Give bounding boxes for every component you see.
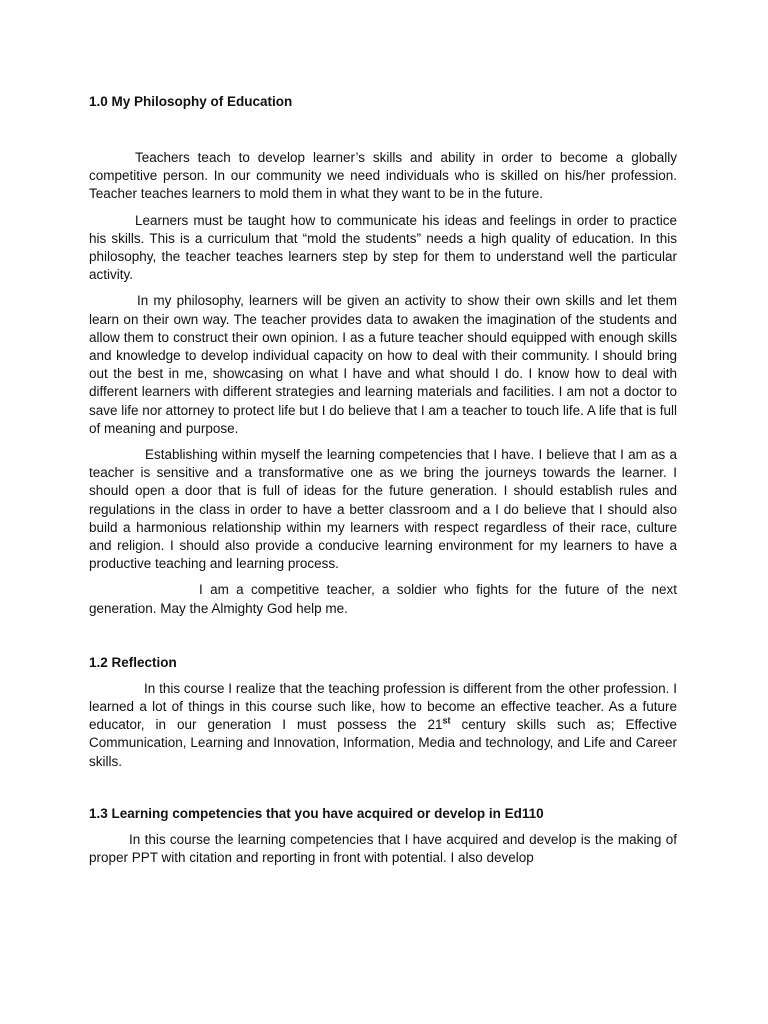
philosophy-paragraph-1: Teachers teach to develop learner’s skills and ability in order to become a globally competitive person. In our community we need individuals who is skilled on his/her profession. Teacher teaches learners to mold them in what they want to be in the future. [89,150,677,202]
reflection-paragraph [89,680,677,771]
competencies-paragraph: In this course the learning competencies that I have acquired and develop is the making of proper PPT with citation and reporting in front with potential. I also develop [89,831,677,866]
philosophy-paragraph-2: Learners must be taught how to communicate his ideas and feelings in order to practice his skills. This is a curriculum that “mold the students” needs a high quality of education. In this philosophy, the teacher teaches learners step by step for them to understand well the particular activity. [89,212,677,283]
heading-learning-competencies: 1.3 Learning competencies that you have acquired or develop in Ed110 [89,805,544,821]
philosophy-paragraph-4: Establishing within myself the learning competencies that I have. I believe that I am as a teacher is sensitive and a transformative one as we bring the journeys towards the learner. I should open a door that is full of ideas for the future generation. I should establish rules and regulations in the class in order to have a better classroom and a I do believe that I should also build a harmonious relationship within my learners with respect regardless of their race, culture and religion. I should also provide a conducive learning environment for my learners to have a productive teaching and learning process. [89,447,677,572]
reflection-text-end: century skills such as; Effective Communication, Learning and Innovation, Information, Media and technology, and Life and Career skills. [89,717,677,769]
ordinal-superscript: st [442,715,451,726]
document-content [89,93,677,867]
philosophy-paragraph-3: In my philosophy, learners will be given an activity to show their own skills and let them learn on their own way. The teacher provides data to awaken the imagination of the students and allow them to construct their own opinion. I as a future teacher should equipped with enough skills and knowledge to develop individual capacity on how to deal with their community. I should bring out the best in me, showcasing on what I have and what should I do. I know how to deal with different learners with different strategies and learning materials and facilities. I am not a doctor to save life nor attorney to protect life but I do believe that I am a teacher to touch life. A life that is full of meaning and purpose. [89,293,677,436]
reflection-text-start: In this course I realize that the teaching profession is different from the other profession. I learned a lot of things in this course such like, how to become an effective teacher. As a future educator, in our generation I must possess the 21 [89,680,677,733]
heading-reflection: 1.2 Reflection [89,654,177,670]
philosophy-paragraph-5: I am a competitive teacher, a soldier who fights for the future of the next generation. May the Almighty God help me. [89,582,677,616]
heading-philosophy-of-education: 1.0 My Philosophy of Education [89,94,293,109]
